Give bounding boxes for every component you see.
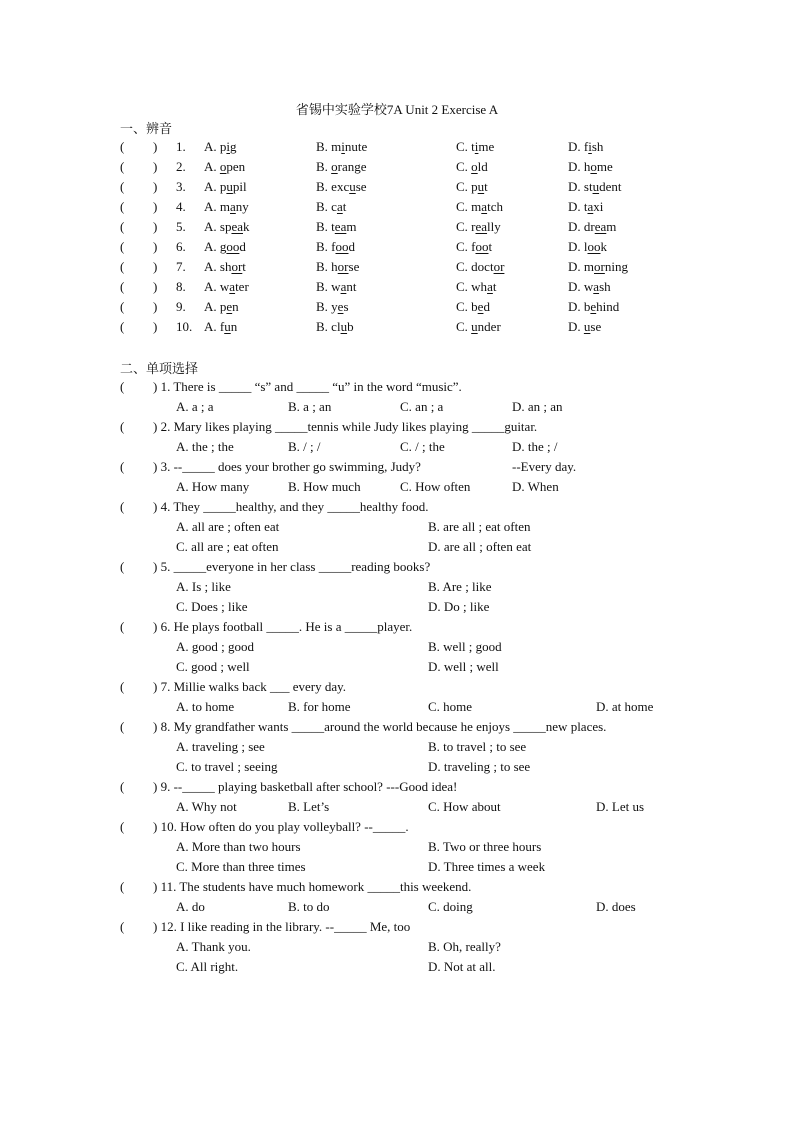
answer-paren-close[interactable]: ) [153, 259, 158, 274]
question-stem [0, 918, 794, 936]
choice-option[interactable]: C. to travel ; seeing [176, 759, 278, 774]
question-text: ) 4. They _____healthy, and they _____healthy food. [153, 499, 429, 514]
choice-option[interactable]: B. Oh, really? [428, 939, 501, 954]
sound-option-b[interactable]: B. want [316, 279, 357, 294]
item-number: 6. [176, 239, 186, 254]
sound-option-d[interactable]: D. use [568, 319, 602, 334]
option-row [0, 858, 794, 876]
underlined-letters: oo [587, 239, 601, 254]
question-stem [0, 818, 794, 836]
sound-option-b[interactable]: B. minute [316, 139, 368, 154]
choice-option[interactable]: D. does [596, 899, 636, 914]
underlined-letters: o [590, 159, 597, 174]
choice-option[interactable]: A. Thank you. [176, 939, 251, 954]
sound-item-row [0, 178, 794, 196]
question-text: ) 1. There is _____ “s” and _____ “u” in the word “music”. [153, 379, 462, 394]
option-row [0, 838, 794, 856]
choice-option[interactable]: B. well ; good [428, 639, 502, 654]
item-number: 3. [176, 179, 186, 194]
choice-option[interactable]: D. an ; an [512, 399, 563, 414]
choice-option[interactable]: C. All right. [176, 959, 239, 974]
sound-option-b[interactable]: B. horse [316, 259, 360, 274]
underlined-letters: oo [475, 239, 489, 254]
sound-item-row [0, 158, 794, 176]
sound-option-d[interactable]: D. look [568, 239, 607, 254]
question-text: ) 3. --_____ does your brother go swimming, Judy? [153, 459, 421, 474]
choice-option[interactable]: B. How much [288, 479, 361, 494]
question-stem [0, 558, 794, 576]
choice-option[interactable]: A. traveling ; see [176, 739, 265, 754]
option-row [0, 698, 794, 716]
underlined-letters: a [229, 279, 236, 294]
underlined-letters: o [219, 159, 227, 174]
answer-paren-open[interactable]: ( [120, 779, 125, 794]
choice-option[interactable]: C. an ; a [400, 399, 444, 414]
choice-option[interactable]: A. the ; the [176, 439, 234, 454]
underlined-letters: e [226, 299, 233, 314]
answer-paren-close[interactable]: ) [153, 319, 158, 334]
sound-option-d[interactable]: D. home [568, 159, 613, 174]
choice-option[interactable]: D. traveling ; to see [428, 759, 531, 774]
sound-option-b[interactable]: B. cat [316, 199, 347, 214]
answer-paren-open[interactable]: ( [120, 379, 125, 394]
sound-option-c[interactable]: C. old [456, 159, 488, 174]
underlined-letters: a [340, 279, 347, 294]
sound-option-d[interactable]: D. behind [568, 299, 620, 314]
choice-option[interactable]: D. Let us [596, 799, 645, 814]
choice-option[interactable]: C. More than three times [176, 859, 306, 874]
question-stem [0, 718, 794, 736]
sound-option-d[interactable]: D. dream [568, 219, 617, 234]
answer-paren-open[interactable]: ( [120, 259, 125, 274]
sound-option-d[interactable]: D. wash [568, 279, 611, 294]
choice-option[interactable]: A. How many [176, 479, 250, 494]
underlined-letters: a [593, 279, 600, 294]
question-answer-hint: --Every day. [512, 459, 577, 474]
answer-paren-close[interactable]: ) [153, 179, 158, 194]
question-text: ) 8. My grandfather wants _____around the world because he enjoys _____new places. [153, 719, 607, 734]
choice-option[interactable]: C. How about [428, 799, 501, 814]
underlined-letters: e [477, 299, 484, 314]
sound-item-row [0, 198, 794, 216]
answer-paren-open[interactable]: ( [120, 879, 125, 894]
option-row [0, 738, 794, 756]
underlined-letters: u [226, 179, 233, 194]
option-row [0, 598, 794, 616]
choice-option[interactable]: B. Two or three hours [428, 839, 542, 854]
sound-option-c[interactable]: C. doctor [456, 259, 505, 274]
choice-option[interactable]: B. are all ; eat often [428, 519, 531, 534]
underlined-letters: i [226, 139, 231, 154]
underlined-letters: ea [231, 219, 243, 234]
underlined-letters: a [587, 199, 594, 214]
underlined-letters: o [471, 159, 478, 174]
underlined-letters: a [336, 199, 343, 214]
sound-option-b[interactable]: B. yes [316, 299, 349, 314]
underlined-letters: i [341, 139, 345, 154]
choice-option[interactable]: A. do [176, 899, 205, 914]
underlined-letters: or [337, 259, 349, 274]
underlined-letters: ea [334, 219, 347, 234]
sound-item-row [0, 278, 794, 296]
sound-item-row [0, 318, 794, 336]
choice-option[interactable]: B. to travel ; to see [428, 739, 527, 754]
underlined-letters: a [487, 279, 493, 294]
item-number: 9. [176, 299, 186, 314]
question-stem [0, 498, 794, 516]
choice-option[interactable]: D. are all ; often eat [428, 539, 532, 554]
sound-item-row [0, 218, 794, 236]
choice-option[interactable]: A. Is ; like [176, 579, 231, 594]
question-stem [0, 878, 794, 896]
question-text: ) 7. Millie walks back ___ every day. [153, 679, 347, 694]
question-text: ) 12. I like reading in the library. --_____ Me, too [153, 919, 411, 934]
sound-option-c[interactable]: C. bed [456, 299, 490, 314]
sound-option-a[interactable]: A. fun [204, 319, 238, 334]
sound-option-c[interactable]: C. match [456, 199, 503, 214]
underlined-letters: o [331, 159, 338, 174]
choice-option[interactable]: D. the ; / [512, 439, 558, 454]
underlined-letters: or [594, 259, 605, 274]
answer-paren-open[interactable]: ( [120, 319, 125, 334]
item-number: 10. [176, 319, 193, 334]
answer-paren-close[interactable]: ) [153, 299, 158, 314]
page-title: 省锡中实验学校7A Unit 2 Exercise A [295, 102, 499, 117]
option-row [0, 958, 794, 976]
choice-option[interactable]: C. good ; well [176, 659, 250, 674]
answer-paren-open[interactable]: ( [120, 719, 125, 734]
sound-item-row [0, 138, 794, 156]
sound-option-d[interactable]: D. fish [568, 139, 604, 154]
sound-option-a[interactable]: A. pupil [204, 179, 247, 194]
question-text: ) 5. _____everyone in her class _____reading books? [153, 559, 431, 574]
option-row [0, 578, 794, 596]
choice-option[interactable]: A. Why not [176, 799, 237, 814]
choice-option[interactable]: D. at home [596, 699, 654, 714]
answer-paren-open[interactable]: ( [120, 499, 125, 514]
answer-paren-close[interactable]: ) [153, 159, 158, 174]
sound-item-row [0, 298, 794, 316]
underlined-letters: u [583, 319, 591, 334]
answer-paren-close[interactable]: ) [153, 199, 158, 214]
option-row [0, 938, 794, 956]
sound-option-b[interactable]: B. team [316, 219, 357, 234]
question-stem [0, 678, 794, 696]
answer-paren-open[interactable]: ( [120, 179, 125, 194]
sound-option-c[interactable]: C. really [456, 219, 501, 234]
choice-option[interactable]: C. all are ; eat often [176, 539, 279, 554]
item-number: 2. [176, 159, 186, 174]
question-stem [0, 458, 794, 476]
answer-paren-open[interactable]: ( [120, 819, 125, 834]
option-row [0, 398, 794, 416]
answer-paren-close[interactable]: ) [153, 279, 158, 294]
underlined-letters: oo [335, 239, 349, 254]
underlined-letters: e [590, 299, 597, 314]
sound-option-c[interactable]: C. time [456, 139, 495, 154]
option-row [0, 898, 794, 916]
answer-paren-open[interactable]: ( [120, 219, 125, 234]
underlined-letters: u [224, 319, 231, 334]
choice-option[interactable]: D. Not at all. [428, 959, 496, 974]
underlined-letters: u [471, 319, 478, 334]
sound-option-a[interactable]: A. many [204, 199, 249, 214]
underlined-letters: u [477, 179, 485, 194]
option-row [0, 538, 794, 556]
choice-option[interactable]: B. Are ; like [428, 579, 492, 594]
sound-option-b[interactable]: B. orange [316, 159, 367, 174]
choice-option[interactable]: A. good ; good [176, 639, 254, 654]
answer-paren-open[interactable]: ( [120, 199, 125, 214]
sound-option-c[interactable]: C. foot [456, 239, 493, 254]
question-text: ) 10. How often do you play volleyball? --_____. [153, 819, 409, 834]
sound-option-d[interactable]: D. taxi [568, 199, 604, 214]
option-row [0, 658, 794, 676]
section2-heading: 二、单项选择 [120, 361, 199, 376]
question-stem [0, 378, 794, 396]
question-text: ) 9. --_____ playing basketball after school? ---Good idea! [153, 779, 458, 794]
underlined-letters: i [588, 139, 592, 154]
underlined-letters: ea [594, 219, 607, 234]
answer-paren-open[interactable]: ( [120, 559, 125, 574]
choice-option[interactable]: A. More than two hours [176, 839, 301, 854]
question-text: ) 6. He plays football _____. He is a _____player. [153, 619, 413, 634]
answer-paren-open[interactable]: ( [120, 459, 125, 474]
choice-option[interactable]: D. Do ; like [428, 599, 490, 614]
answer-paren-open[interactable]: ( [120, 679, 125, 694]
answer-paren-close[interactable]: ) [153, 139, 158, 154]
choice-option[interactable]: A. all are ; often eat [176, 519, 280, 534]
answer-paren-open[interactable]: ( [120, 239, 125, 254]
section1-heading: 一、辨音 [120, 121, 173, 136]
choice-option[interactable]: C. Does ; like [176, 599, 248, 614]
option-row [0, 478, 794, 496]
question-stem [0, 418, 794, 436]
sound-option-a[interactable]: A. pig [204, 139, 237, 154]
sound-option-c[interactable]: C. what [456, 279, 497, 294]
answer-paren-open[interactable]: ( [120, 299, 125, 314]
choice-option[interactable]: B. / ; / [288, 439, 321, 454]
choice-option[interactable]: A. a ; a [176, 399, 214, 414]
sound-option-a[interactable]: A. pen [204, 299, 239, 314]
answer-paren-open[interactable]: ( [120, 159, 125, 174]
answer-paren-open[interactable]: ( [120, 619, 125, 634]
option-row [0, 758, 794, 776]
underlined-letters: i [474, 139, 479, 154]
underlined-letters: oo [226, 239, 240, 254]
answer-paren-open[interactable]: ( [120, 279, 125, 294]
answer-paren-open[interactable]: ( [120, 139, 125, 154]
choice-option[interactable]: A. to home [176, 699, 235, 714]
underlined-letters: or [493, 259, 505, 274]
underlined-letters: ea [475, 219, 488, 234]
sound-item-row [0, 238, 794, 256]
underlined-letters: or [231, 259, 243, 274]
question-stem [0, 778, 794, 796]
sound-option-b[interactable]: B. excuse [316, 179, 367, 194]
question-text: ) 2. Mary likes playing _____tennis while Judy likes playing _____guitar. [153, 419, 538, 434]
sound-option-a[interactable]: A. speak [204, 219, 250, 234]
underlined-letters: a [230, 199, 236, 214]
sound-option-c[interactable]: C. put [456, 179, 488, 194]
item-number: 5. [176, 219, 186, 234]
sound-option-a[interactable]: A. water [204, 279, 249, 294]
choice-option[interactable]: C. doing [428, 899, 473, 914]
sound-option-d[interactable]: D. student [568, 179, 622, 194]
sound-option-d[interactable]: D. morning [568, 259, 628, 274]
choice-option[interactable]: C. How often [400, 479, 471, 494]
question-stem [0, 618, 794, 636]
item-number: 7. [176, 259, 186, 274]
sound-option-a[interactable]: A. good [204, 239, 246, 254]
item-number: 8. [176, 279, 186, 294]
choice-option[interactable]: B. a ; an [288, 399, 332, 414]
choice-option[interactable]: D. Three times a week [428, 859, 546, 874]
question-text: ) 11. The students have much homework _____this weekend. [153, 879, 472, 894]
choice-option[interactable]: D. When [512, 479, 559, 494]
option-row [0, 638, 794, 656]
sound-option-c[interactable]: C. under [456, 319, 501, 334]
underlined-letters: u [349, 179, 356, 194]
choice-option[interactable]: B. Let’s [288, 799, 330, 814]
answer-paren-close[interactable]: ) [153, 239, 158, 254]
sound-option-b[interactable]: B. club [316, 319, 354, 334]
item-number: 1. [176, 139, 186, 154]
choice-option[interactable]: B. to do [288, 899, 330, 914]
underlined-letters: e [337, 299, 344, 314]
option-row [0, 798, 794, 816]
sound-option-b[interactable]: B. food [316, 239, 355, 254]
choice-option[interactable]: D. well ; well [428, 659, 499, 674]
option-row [0, 438, 794, 456]
underlined-letters: u [340, 319, 348, 334]
item-number: 4. [176, 199, 186, 214]
sound-item-row [0, 258, 794, 276]
sound-option-a[interactable]: A. open [204, 159, 246, 174]
answer-paren-close[interactable]: ) [153, 219, 158, 234]
choice-option[interactable]: C. home [428, 699, 473, 714]
option-row [0, 518, 794, 536]
answer-paren-open[interactable]: ( [120, 919, 125, 934]
choice-option[interactable]: B. for home [288, 699, 351, 714]
choice-option[interactable]: C. / ; the [400, 439, 445, 454]
underlined-letters: u [592, 179, 600, 194]
answer-paren-open[interactable]: ( [120, 419, 125, 434]
sound-option-a[interactable]: A. short [204, 259, 246, 274]
underlined-letters: a [481, 199, 488, 214]
